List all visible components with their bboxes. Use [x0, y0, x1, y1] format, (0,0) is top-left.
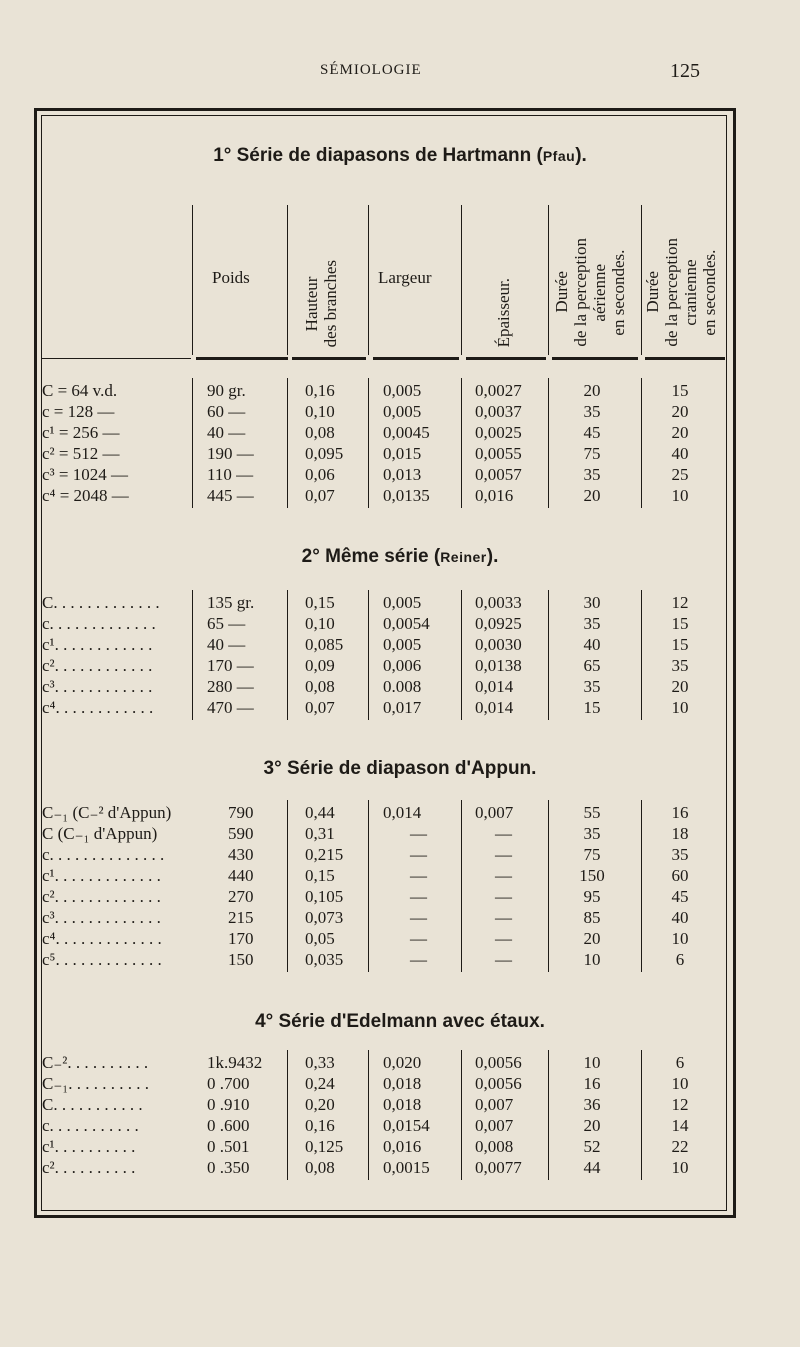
column-divider [368, 378, 369, 508]
column-divider [641, 1050, 642, 1180]
header-epaisseur: Épaisseur. [494, 277, 513, 347]
header-divider [548, 205, 549, 355]
header-duree-cranienne: Durée de la perception cranienne en secondes. [643, 238, 719, 347]
header-rule [292, 357, 366, 360]
column-divider [641, 800, 642, 972]
section-2-title: 2° Même série (Reiner). [301, 546, 499, 567]
column-divider [461, 1050, 462, 1180]
header-poids: Poids [212, 268, 250, 287]
column-divider [641, 590, 642, 720]
column-divider [461, 590, 462, 720]
header-hauteur: Hauteur des branches [302, 259, 340, 347]
column-divider [548, 590, 549, 720]
column-divider [461, 800, 462, 972]
column-divider [368, 590, 369, 720]
page-number: 125 [670, 60, 700, 82]
column-divider [192, 590, 193, 720]
column-divider [548, 800, 549, 972]
header-rule [196, 357, 288, 360]
header-divider [461, 205, 462, 355]
column-divider [641, 378, 642, 508]
column-divider [548, 378, 549, 508]
column-divider [192, 378, 193, 508]
running-head [0, 60, 800, 84]
column-divider [548, 1050, 549, 1180]
section-3-title: 3° Série de diapason d'Appun. [263, 758, 537, 779]
section-4-title: 4° Série d'Edelmann avec étaux. [255, 1011, 545, 1032]
header-rule-thin [41, 358, 191, 359]
header-divider [641, 205, 642, 355]
header-rule [645, 357, 725, 360]
section-1-title: 1° Série de diapasons de Hartmann (Pfau). [213, 145, 587, 166]
column-divider [287, 800, 288, 972]
column-divider [461, 378, 462, 508]
header-duree-aerienne: Durée de la perception aérienne en secondes. [552, 238, 628, 347]
header-largeur: Largeur [378, 268, 432, 287]
column-divider [287, 1050, 288, 1180]
header-divider [192, 205, 193, 355]
header-divider [287, 205, 288, 355]
running-title: SÉMIOLOGIE [320, 62, 422, 78]
column-divider [368, 1050, 369, 1180]
header-rule [373, 357, 459, 360]
header-rule [466, 357, 546, 360]
header-divider [368, 205, 369, 355]
column-divider [368, 800, 369, 972]
column-divider [287, 378, 288, 508]
header-rule [552, 357, 638, 360]
column-divider [287, 590, 288, 720]
